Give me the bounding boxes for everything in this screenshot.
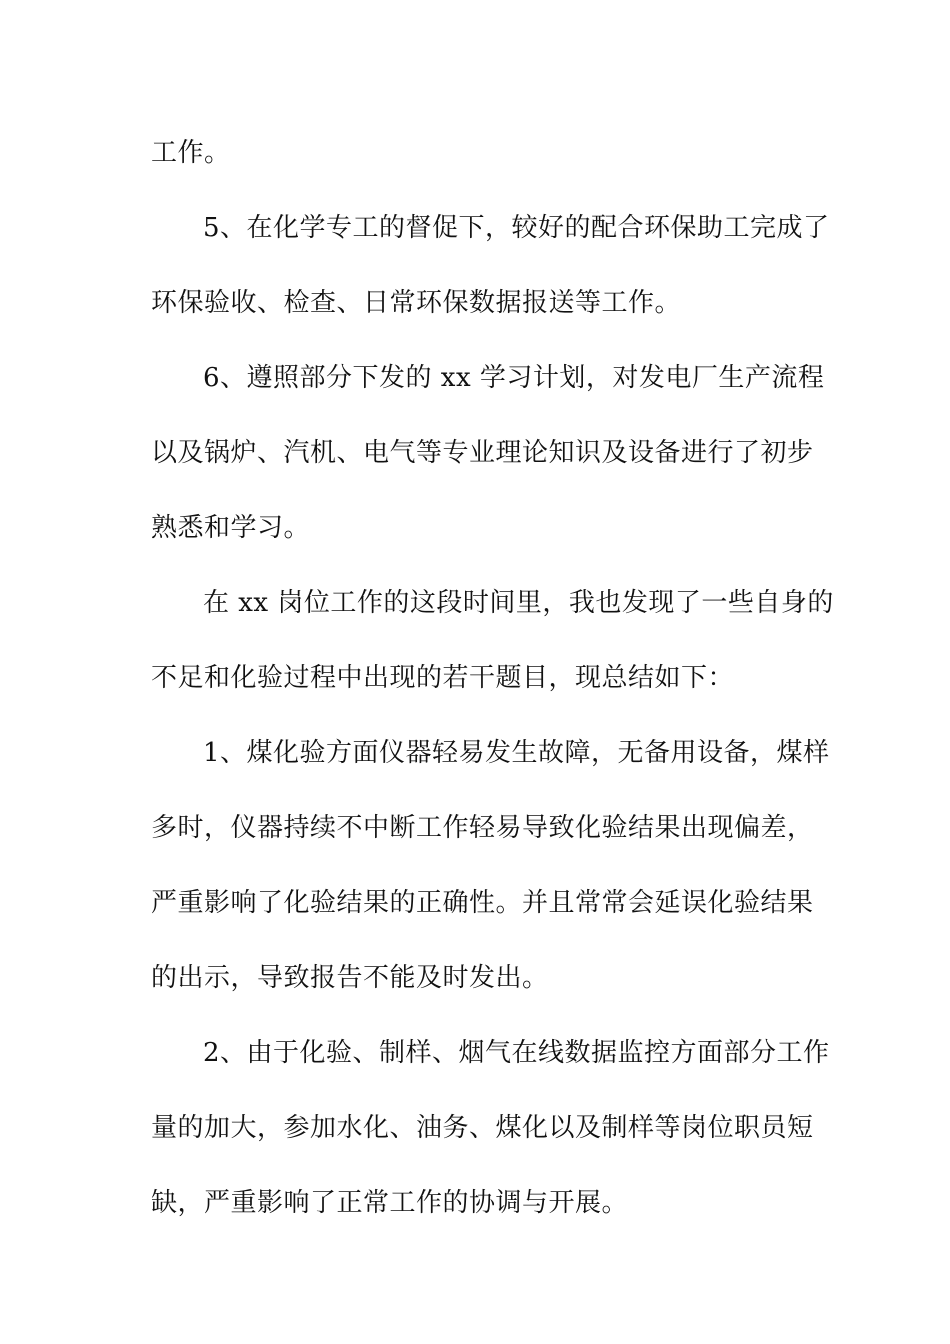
text-line: 工作。 (151, 138, 231, 168)
text-line: 缺，严重影响了正常工作的协调与开展。 (151, 1188, 629, 1218)
text-line: 以及锅炉、汽机、电气等专业理论知识及设备进行了初步 (151, 438, 814, 468)
text-line: 不足和化验过程中出现的若干题目，现总结如下： (151, 663, 735, 693)
document-body (151, 128, 834, 1253)
text-line: 1、煤化验方面仪器轻易发生故障，无备用设备，煤样 (203, 738, 830, 768)
text-line: 的出示，导致报告不能及时发出。 (151, 963, 549, 993)
text-line: 量的加大，参加水化、油务、煤化以及制样等岗位职员短 (151, 1113, 814, 1143)
text-line: 严重影响了化验结果的正确性。并且常常会延误化验结果 (151, 888, 814, 918)
text-line: 环保验收、检查、日常环保数据报送等工作。 (151, 288, 682, 318)
text-line: 多时，仪器持续不中断工作轻易导致化验结果出现偏差， (151, 813, 814, 843)
text-line: 在 xx 岗位工作的这段时间里，我也发现了一些自身的 (203, 588, 834, 618)
text-line: 2、由于化验、制样、烟气在线数据监控方面部分工作 (203, 1038, 830, 1068)
text-line: 6、遵照部分下发的 xx 学习计划，对发电厂生产流程 (203, 363, 825, 393)
text-line: 5、在化学专工的督促下，较好的配合环保助工完成了 (203, 213, 830, 243)
text-line: 熟悉和学习。 (151, 513, 311, 543)
